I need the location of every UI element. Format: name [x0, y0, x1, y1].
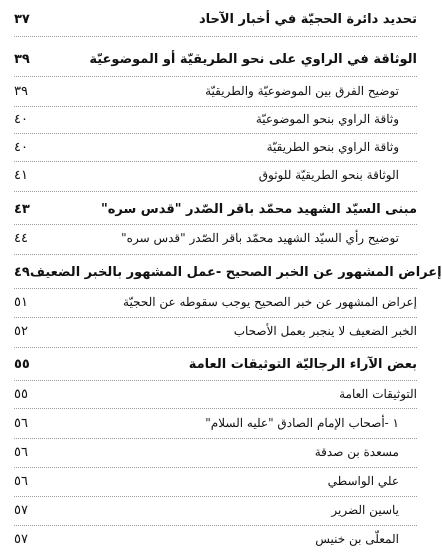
toc-entry: [14, 6, 417, 32]
entry-title: توضيح رأي السيّد الشهيد محمّد باقر الصّدر "قدس سره": [121, 231, 399, 245]
entry-title: وثاقة الراوي بنحو الطريقيّة: [266, 140, 399, 154]
page-number: ٥٦: [14, 473, 28, 489]
toc-entry: [14, 497, 417, 523]
entry-title: تحديد دائرة الحجيّة في أخبار الآحاد: [198, 11, 417, 27]
entry-title: إعراض المشهور عن خبر الصحيح يوجب سقوطه عن الحجيّة: [123, 295, 417, 309]
dotted-divider: [14, 347, 417, 348]
page-number: ٤٤: [14, 230, 28, 246]
dotted-divider: [14, 191, 417, 192]
page-number: ٤١: [14, 167, 28, 183]
page-number: ٥٥: [14, 356, 30, 372]
toc-entry: [14, 78, 417, 104]
entry-title: ياسين الضرير: [331, 503, 399, 517]
entry-title: علي الواسطي: [327, 474, 399, 488]
dotted-divider: [14, 36, 417, 37]
toc-entry: [14, 439, 417, 465]
page-number: ٤٠: [14, 111, 28, 127]
page-number: ٥٥: [14, 386, 28, 402]
page-number: ٤٠: [14, 139, 28, 155]
toc-entry: [14, 225, 417, 251]
entry-title: الوثاقة في الراوي على نحو الطريقيّة أو الموضوعيّة: [89, 51, 417, 67]
toc-entry: [14, 46, 417, 72]
page-number: ٣٧: [14, 11, 30, 27]
entry-title: المعلّى بن خنيس: [315, 532, 399, 546]
entry-title: بعض الآراء الرجاليّة التوثيقات العامة: [188, 356, 417, 372]
page-number: ٥٢: [14, 323, 28, 339]
toc-entry: [14, 351, 417, 377]
page-number: ٤٣: [14, 201, 30, 217]
toc-entry: [14, 410, 417, 436]
toc-entry: [14, 289, 417, 315]
entry-title: توضيح الفرق بين الموضوعيّة والطريقيّة: [205, 84, 399, 98]
toc-entry: [14, 196, 417, 222]
entry-title: وثاقة الراوي بنحو الموضوعيّة: [255, 112, 399, 126]
page-number: ٤٩: [14, 264, 30, 280]
toc-entry: [14, 134, 417, 160]
entry-title: الخبر الضعيف لا ينجبر بعمل الأصحاب: [233, 324, 417, 338]
page-number: ٥٧: [14, 531, 28, 547]
toc-entry: [14, 106, 417, 132]
toc-entry: [14, 381, 417, 407]
entry-title: مسعدة بن صدقة: [314, 445, 399, 459]
toc-entry: [14, 162, 417, 188]
page-number: ٣٩: [14, 51, 30, 67]
dotted-divider: [14, 76, 417, 77]
entry-title: التوثيقات العامة: [339, 387, 417, 401]
toc-entry: [14, 318, 417, 344]
entry-title: مبنى السيّد الشهيد محمّد باقر الصّدر "قدس سره": [100, 201, 417, 217]
toc-entry: [14, 468, 417, 494]
dotted-divider: [14, 408, 417, 409]
toc-entry: [14, 258, 442, 286]
page-number: ٥١: [14, 294, 28, 310]
entry-title: ١ -أصحاب الإمام الصادق "عليه السلام": [205, 416, 399, 430]
dotted-divider: [14, 254, 417, 255]
page-number: ٥٦: [14, 444, 28, 460]
entry-title: إعراض المشهور عن الخبر الصحيح -عمل المشهور بالخبر الضعيف: [29, 264, 442, 280]
page-number: ٣٩: [14, 83, 28, 99]
page-number: ٥٦: [14, 415, 28, 431]
toc-entry: [14, 526, 417, 552]
entry-title: الوثاقة بنحو الطريقيّة للوثوق: [258, 168, 399, 182]
page-number: ٥٧: [14, 502, 28, 518]
